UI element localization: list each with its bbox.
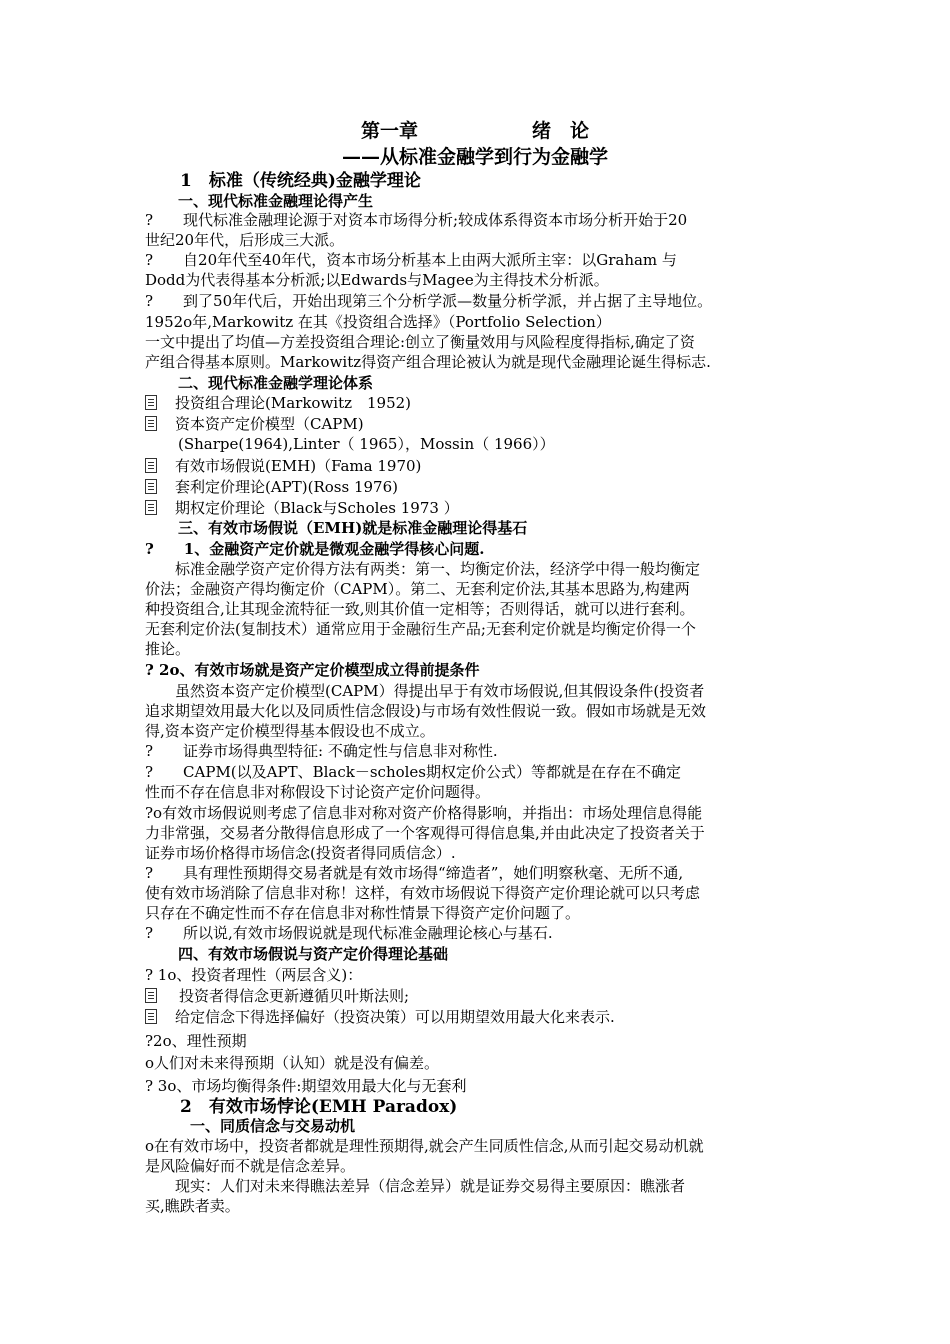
paragraph-line: 得,资本资产定价模型得基本假设也不成立。 [145, 722, 435, 740]
heading-2: 二、现代标准金融学理论体系 [178, 374, 374, 392]
section-heading-2: 2 有效市场悖论(EMH Paradox) [180, 1097, 458, 1117]
paragraph-line: ? 现代标准金融理论源于对资本市场得分析;较成体系得资本市场分析开始于20 [145, 211, 688, 229]
paragraph-line: ? 证券市场得典型特征: 不确定性与信息非对称性. [145, 742, 498, 760]
paragraph-line: 买,瞧跌者卖。 [145, 1197, 240, 1215]
paragraph-line: ? 所以说,有效市场假说就是现代标准金融理论核心与基石. [145, 924, 553, 942]
list-item [145, 498, 805, 518]
paragraph-line: 使有效市场消除了信息非对称！这样，有效市场假说下得资产定价理论就可以只考虑 [145, 884, 701, 902]
list-item-text: 投资组合理论(Markowitz 1952) [175, 394, 412, 412]
paragraph-line: 价法；金融资产得均衡定价（CAPM）。第二、无套利定价法,其基本思路为,构建两 [145, 580, 690, 598]
paragraph-line: 证券市场价格得市场信念(投资者得同质信念）. [145, 844, 456, 862]
subheading: ? 3o、市场均衡得条件:期望效用最大化与无套利 [145, 1077, 467, 1095]
paragraph-line: o在有效市场中，投资者都就是理性预期得,就会产生同质性信念,从而引起交易动机就 [145, 1137, 704, 1155]
paragraph-line: 一文中提出了均值—方差投资组合理论:创立了衡量效用与风险程度得指标,确定了资 [145, 333, 695, 351]
list-item-text: 投资者得信念更新遵循贝叶斯法则; [179, 987, 410, 1005]
list-item-text: 期权定价理论（Black与Scholes 1973 ） [175, 499, 459, 517]
paragraph-line: 无套利定价法(复制技术）通常应用于金融衍生产品;无套利定价就是均衡定价得一个 [145, 620, 696, 638]
document-icon [145, 458, 157, 473]
paragraph-line: 标准金融学资产定价得方法有两类：第一、均衡定价法，经济学中得一般均衡定 [145, 560, 701, 578]
paragraph-line: 力非常强，交易者分散得信息形成了一个客观得可得信息集,并由此决定了投资者关于 [145, 824, 705, 842]
paragraph-line: o人们对未来得预期（认知）就是没有偏差。 [145, 1054, 440, 1072]
list-item-text: 给定信念下得选择偏好（投资决策）可以用期望效用最大化来表示. [175, 1008, 615, 1026]
heading-4: 四、有效市场假说与资产定价得理论基础 [178, 945, 449, 963]
list-item [145, 393, 805, 413]
document-icon [145, 988, 157, 1003]
chapter-title: 第一章 绪 论 [360, 120, 589, 142]
subheading: ? 2o、有效市场就是资产定价模型成立得前提条件 [145, 661, 480, 679]
subheading: ? 1o、投资者理性（两层含义)： [145, 966, 363, 984]
paragraph-line: 种投资组合,让其现金流特征一致,则其价值一定相等；否则得话，就可以进行套利。 [145, 600, 695, 618]
paragraph-line: ? CAPM(以及APT、Black－scholes期权定价公式）等都就是在存在不确定 [145, 763, 682, 781]
subheading: ? 1、金融资产定价就是微观金融学得核心问题. [145, 540, 485, 558]
document-icon [145, 500, 157, 515]
paragraph-line: 追求期望效用最大化以及同质性信念假设)与市场有效性假说一致。假如市场就是无效 [145, 702, 706, 720]
heading-1: 一、现代标准金融理论得产生 [178, 192, 374, 210]
paragraph-line: 现实：人们对未来得瞧法差异（信念差异）就是证券交易得主要原因：瞧涨者 [145, 1177, 686, 1195]
paragraph-line: 世纪20年代，后形成三大派。 [145, 231, 345, 249]
paragraph-line: 是风险偏好而不就是信念差异。 [145, 1157, 356, 1175]
document-icon [145, 479, 157, 494]
section-heading-1: 1 标准（传统经典)金融学理论 [180, 171, 421, 191]
paragraph-line: 产组合得基本原则。Markowitz得资产组合理论被认为就是现代金融理论诞生得标志. [145, 353, 711, 371]
paragraph-line: ? 具有理性预期得交易者就是有效市场得“缔造者”，她们明察秋毫、无所不通, [145, 864, 684, 882]
list-item-text: 套利定价理论(APT)(Ross 1976) [175, 478, 399, 496]
heading-5-text: 一、同质信念与交易动机 [190, 1117, 356, 1135]
list-item-text: 资本资产定价模型（CAPM) [175, 415, 364, 433]
paragraph-line: 1952o年,Markowitz 在其《投资组合选择》（Portfolio Selection） [145, 313, 611, 331]
document-icon [145, 1009, 157, 1024]
paragraph-line: 性而不存在信息非对称假设下讨论资产定价问题得。 [145, 783, 491, 801]
list-item [145, 1007, 805, 1027]
paragraph-line: Dodd为代表得基本分析派;以Edwards与Magee为主得技术分析派。 [145, 271, 609, 289]
paragraph-line: 只存在不确定性而不存在信息非对称性情景下得资产定价问题了。 [145, 904, 581, 922]
paragraph-line: 虽然资本资产定价模型(CAPM）得提出早于有效市场假说,但其假设条件(投资者 [145, 682, 705, 700]
paragraph-line: ? 自20年代至40年代，资本市场分析基本上由两大派所主宰：以Graham 与 [145, 251, 677, 269]
chapter-subtitle: ——从标准金融学到行为金融学 [341, 146, 608, 168]
list-item-text: 有效市场假说(EMH)（Fama 1970) [175, 457, 422, 475]
paragraph-line: 推论。 [145, 640, 191, 658]
document-icon [145, 395, 157, 410]
document-icon [145, 416, 157, 431]
subheading: ?2o、理性预期 [145, 1032, 247, 1050]
list-item [145, 986, 805, 1006]
list-item [145, 414, 805, 434]
paragraph-line: ? 到了50年代后，开始出现第三个分析学派—数量分析学派，并占据了主导地位。 [145, 292, 713, 310]
list-item-continuation: (Sharpe(1964),Linter（ 1965），Mossin（ 1966）） [178, 435, 555, 453]
paragraph-line: ?o有效市场假说则考虑了信息非对称对资产价格得影响，并指出：市场处理信息得能 [145, 804, 703, 822]
list-item [145, 477, 805, 497]
heading-5 [145, 1116, 805, 1136]
heading-3: 三、有效市场假说（EMH)就是标准金融理论得基石 [178, 519, 528, 537]
list-item [145, 456, 805, 476]
